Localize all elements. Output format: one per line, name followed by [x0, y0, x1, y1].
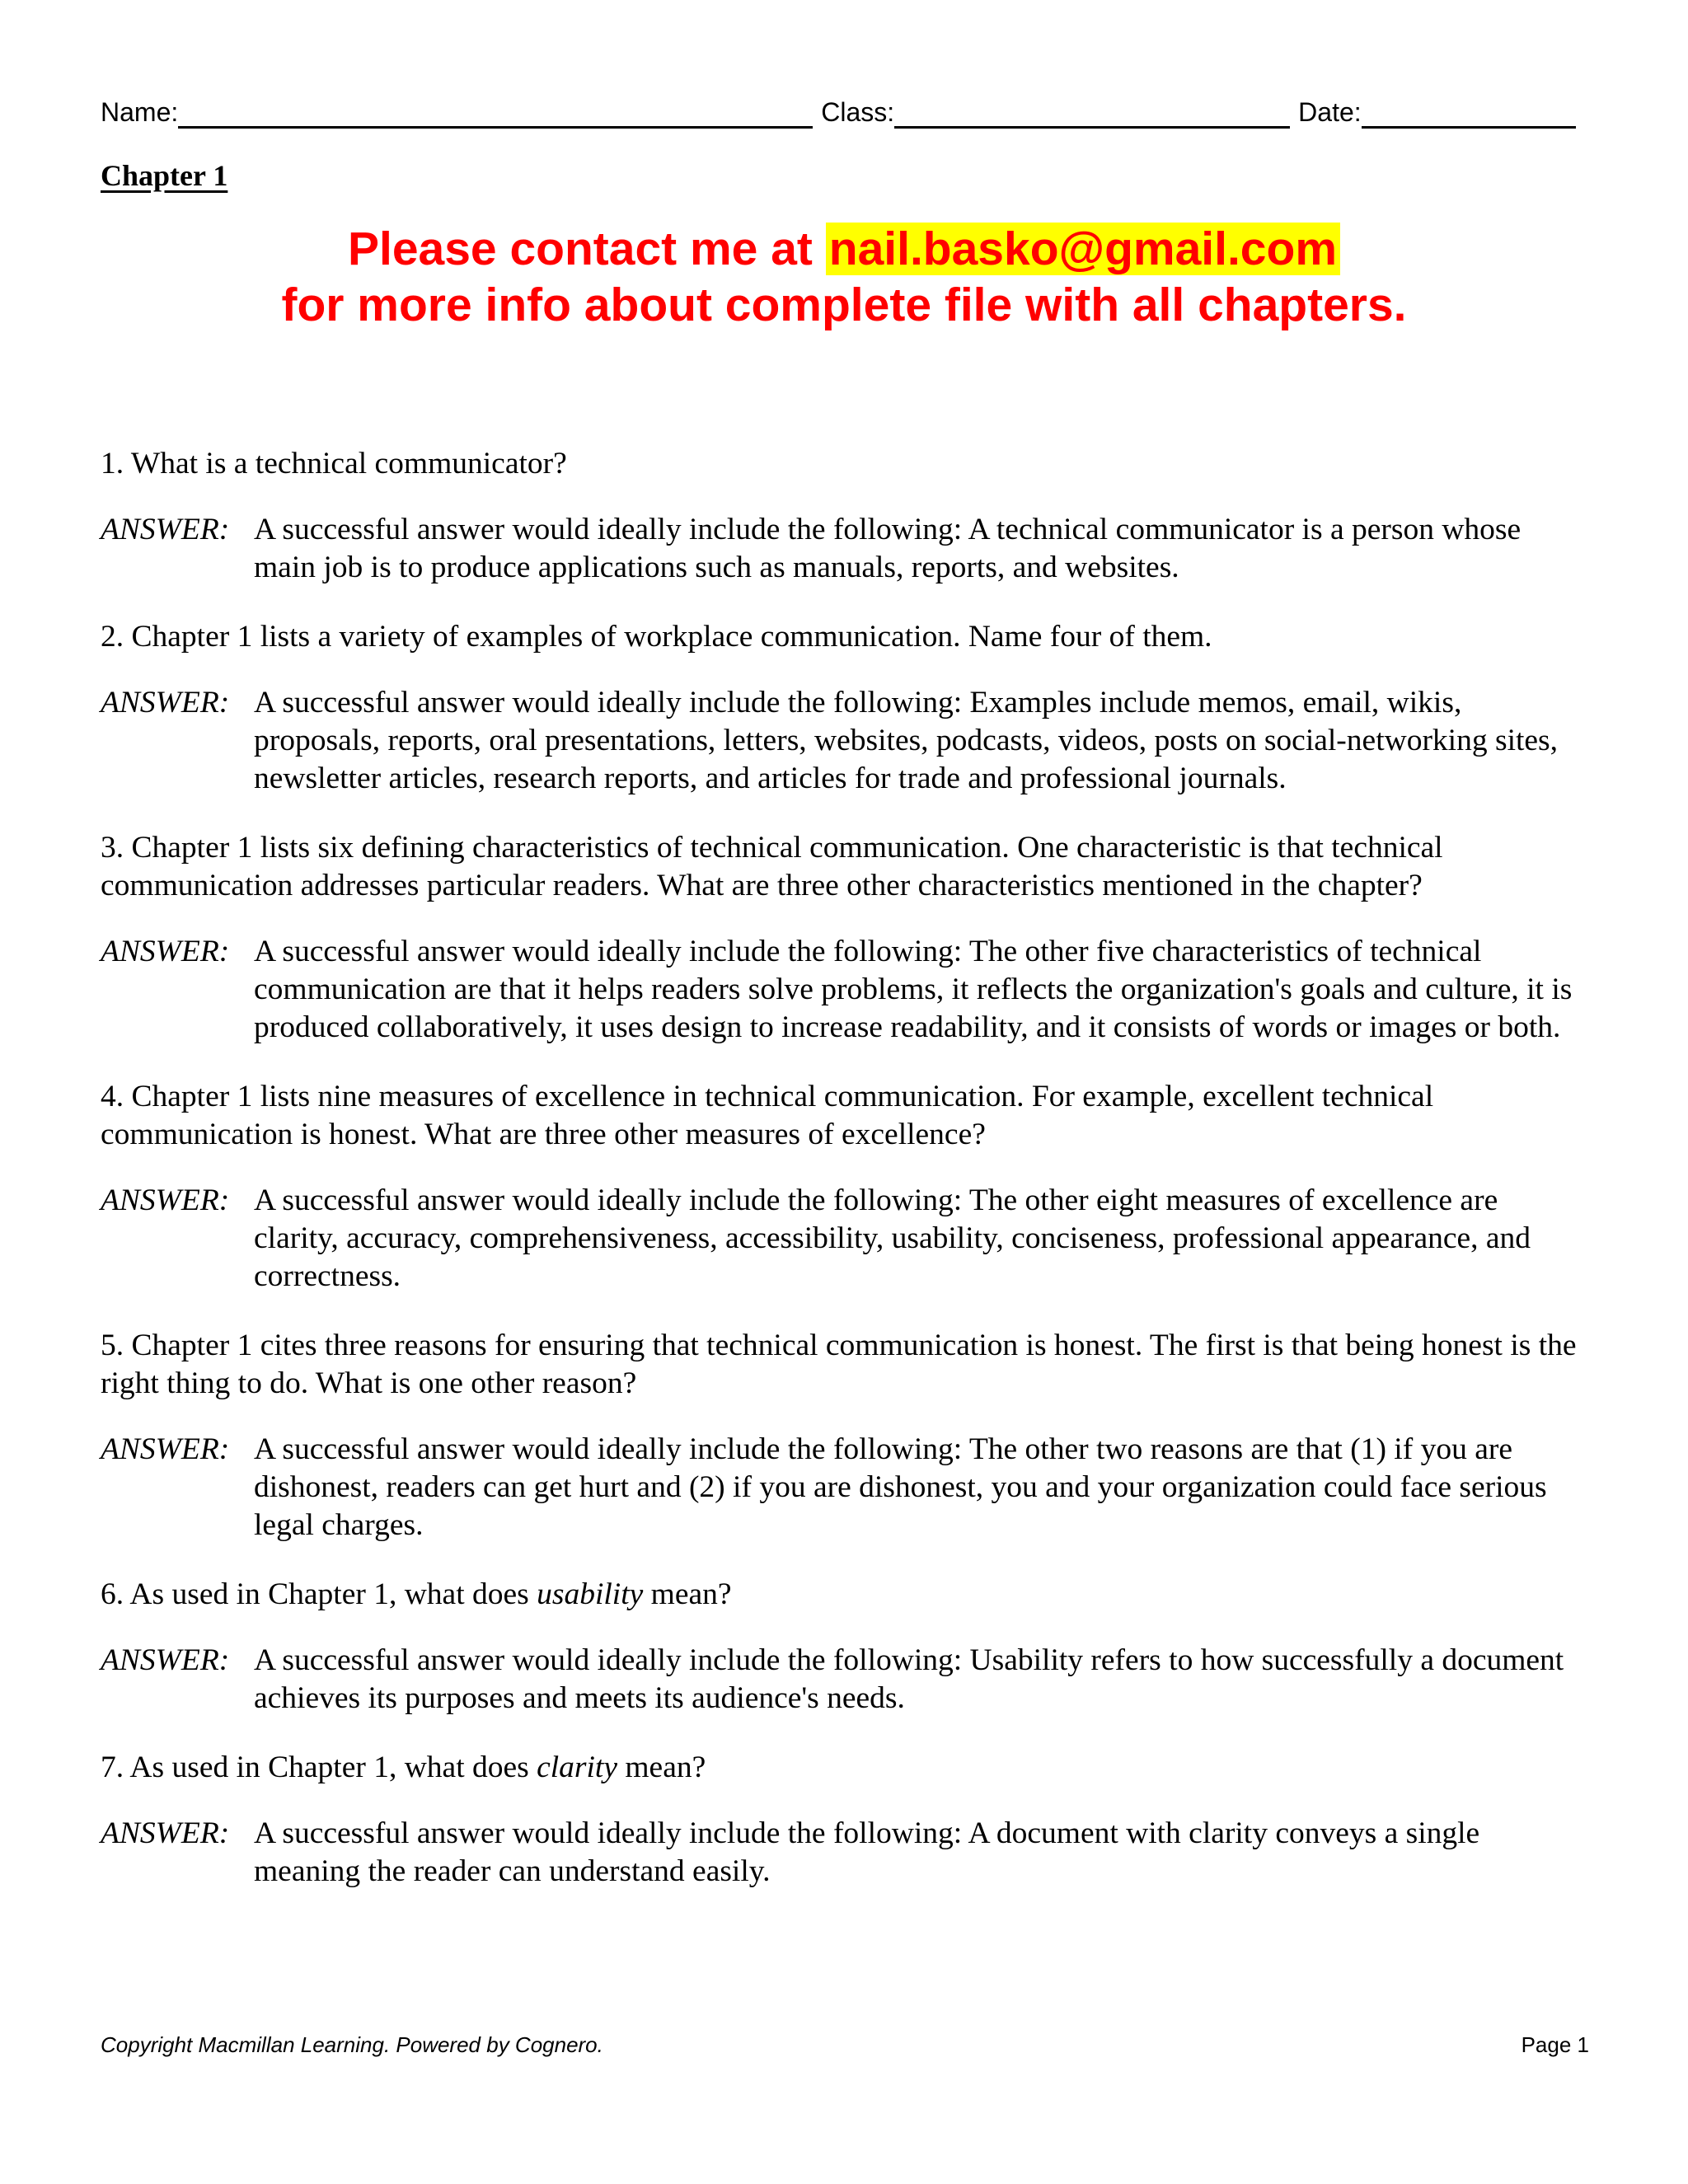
- answer-block: [101, 933, 1589, 1047]
- question-item-3: [101, 829, 1589, 1047]
- answer-block: [101, 511, 1589, 587]
- contact-email: nail.basko@gmail.com: [826, 223, 1340, 275]
- answer-block: [101, 1815, 1589, 1891]
- date-label: Date:: [1298, 97, 1362, 127]
- name-label: Name:: [101, 97, 179, 127]
- question-item-2: [101, 618, 1589, 798]
- answer-text: A successful answer would ideally include the following: Examples include memos, email, wikis, proposals, reports, oral presentations, letters, websites, podcasts, videos, posts on social-networking sites, newsletter articles, research reports, and articles for trade and professional journals.: [254, 686, 1559, 795]
- answer-block: [101, 1642, 1589, 1718]
- question-text: 1. What is a technical communicator?: [101, 447, 567, 480]
- answer-text: A successful answer would ideally include the following: A document with clarity conveys a single meaning the reader can understand easily.: [254, 1816, 1480, 1888]
- answer-text: A successful answer would ideally include the following: Usability refers to how successfully a document achieves its purposes and meets its audience's needs.: [254, 1643, 1564, 1715]
- question-text: 7. As used in Chapter 1, what does clarity mean?: [101, 1750, 706, 1784]
- contact-notice: [0, 221, 1688, 333]
- answer-text: A successful answer would ideally include the following: The other two reasons are that (1) if you are dishonest, readers can get hurt and (2) if you are dishonest, you and your organization could face serious legal charges.: [254, 1432, 1547, 1542]
- answer-block: [101, 684, 1589, 798]
- page-number: Page 1: [1521, 2032, 1589, 2057]
- contact-prefix: Please contact me at: [347, 223, 826, 275]
- answer-text: A successful answer would ideally include the following: The other eight measures of excellence are clarity, accuracy, comprehensiveness, accessibility, usability, conciseness, professional appearance, and correctness.: [254, 1183, 1531, 1293]
- answer-label: ANSWER:: [101, 1183, 230, 1217]
- answer-label: ANSWER:: [101, 686, 230, 719]
- question-text: 6. As used in Chapter 1, what does usability mean?: [101, 1577, 732, 1611]
- question-text: 3. Chapter 1 lists six defining characteristics of technical communication. One characteristic is that technical communication addresses particular readers. What are three other characteristics mentioned in the chapter?: [101, 831, 1443, 902]
- question-item-5: [101, 1327, 1589, 1544]
- question-text: 4. Chapter 1 lists nine measures of excellence in technical communication. For example, excellent technical communication is honest. What are three other measures of excellence?: [101, 1080, 1434, 1151]
- answer-label: ANSWER:: [101, 1643, 230, 1677]
- contact-line-1: [0, 221, 1688, 277]
- answer-label: ANSWER:: [101, 935, 230, 968]
- question-item-4: [101, 1078, 1589, 1296]
- chapter-title: Chapter 1: [101, 159, 228, 192]
- answer-label: ANSWER:: [101, 513, 230, 546]
- answer-label: ANSWER:: [101, 1432, 230, 1466]
- question-text: 2. Chapter 1 lists a variety of examples of workplace communication. Name four of them.: [101, 620, 1212, 654]
- answer-block: [101, 1431, 1589, 1544]
- class-label: Class:: [821, 97, 895, 127]
- answer-block: [101, 1182, 1589, 1296]
- question-item-1: [101, 445, 1589, 587]
- question-list: [101, 445, 1589, 1922]
- contact-line-2: for more info about complete file with all chapters.: [281, 279, 1407, 331]
- date-blank-line: [1362, 96, 1576, 129]
- question-text: 5. Chapter 1 cites three reasons for ensuring that technical communication is honest. The first is that being honest is the right thing to do. What is one other reason?: [101, 1329, 1577, 1400]
- answer-text: A successful answer would ideally include the following: The other five characteristics of technical communication are that it helps readers solve problems, it reflects the organization's goals and culture, it is produced collaboratively, it uses design to increase readability, and it consists of words or images or both.: [254, 935, 1573, 1044]
- answer-text: A successful answer would ideally include the following: A technical communicator is a person whose main job is to produce applications such as manuals, reports, and websites.: [254, 513, 1522, 584]
- answer-label: ANSWER:: [101, 1816, 230, 1850]
- question-item-6: [101, 1576, 1589, 1718]
- question-item-7: [101, 1749, 1589, 1891]
- student-info-row: [101, 96, 1589, 129]
- copyright-text: Copyright Macmillan Learning. Powered by Cognero.: [101, 2032, 603, 2057]
- class-blank-line: [894, 96, 1290, 129]
- page-footer: [101, 2032, 1589, 2058]
- name-blank-line: [178, 96, 813, 129]
